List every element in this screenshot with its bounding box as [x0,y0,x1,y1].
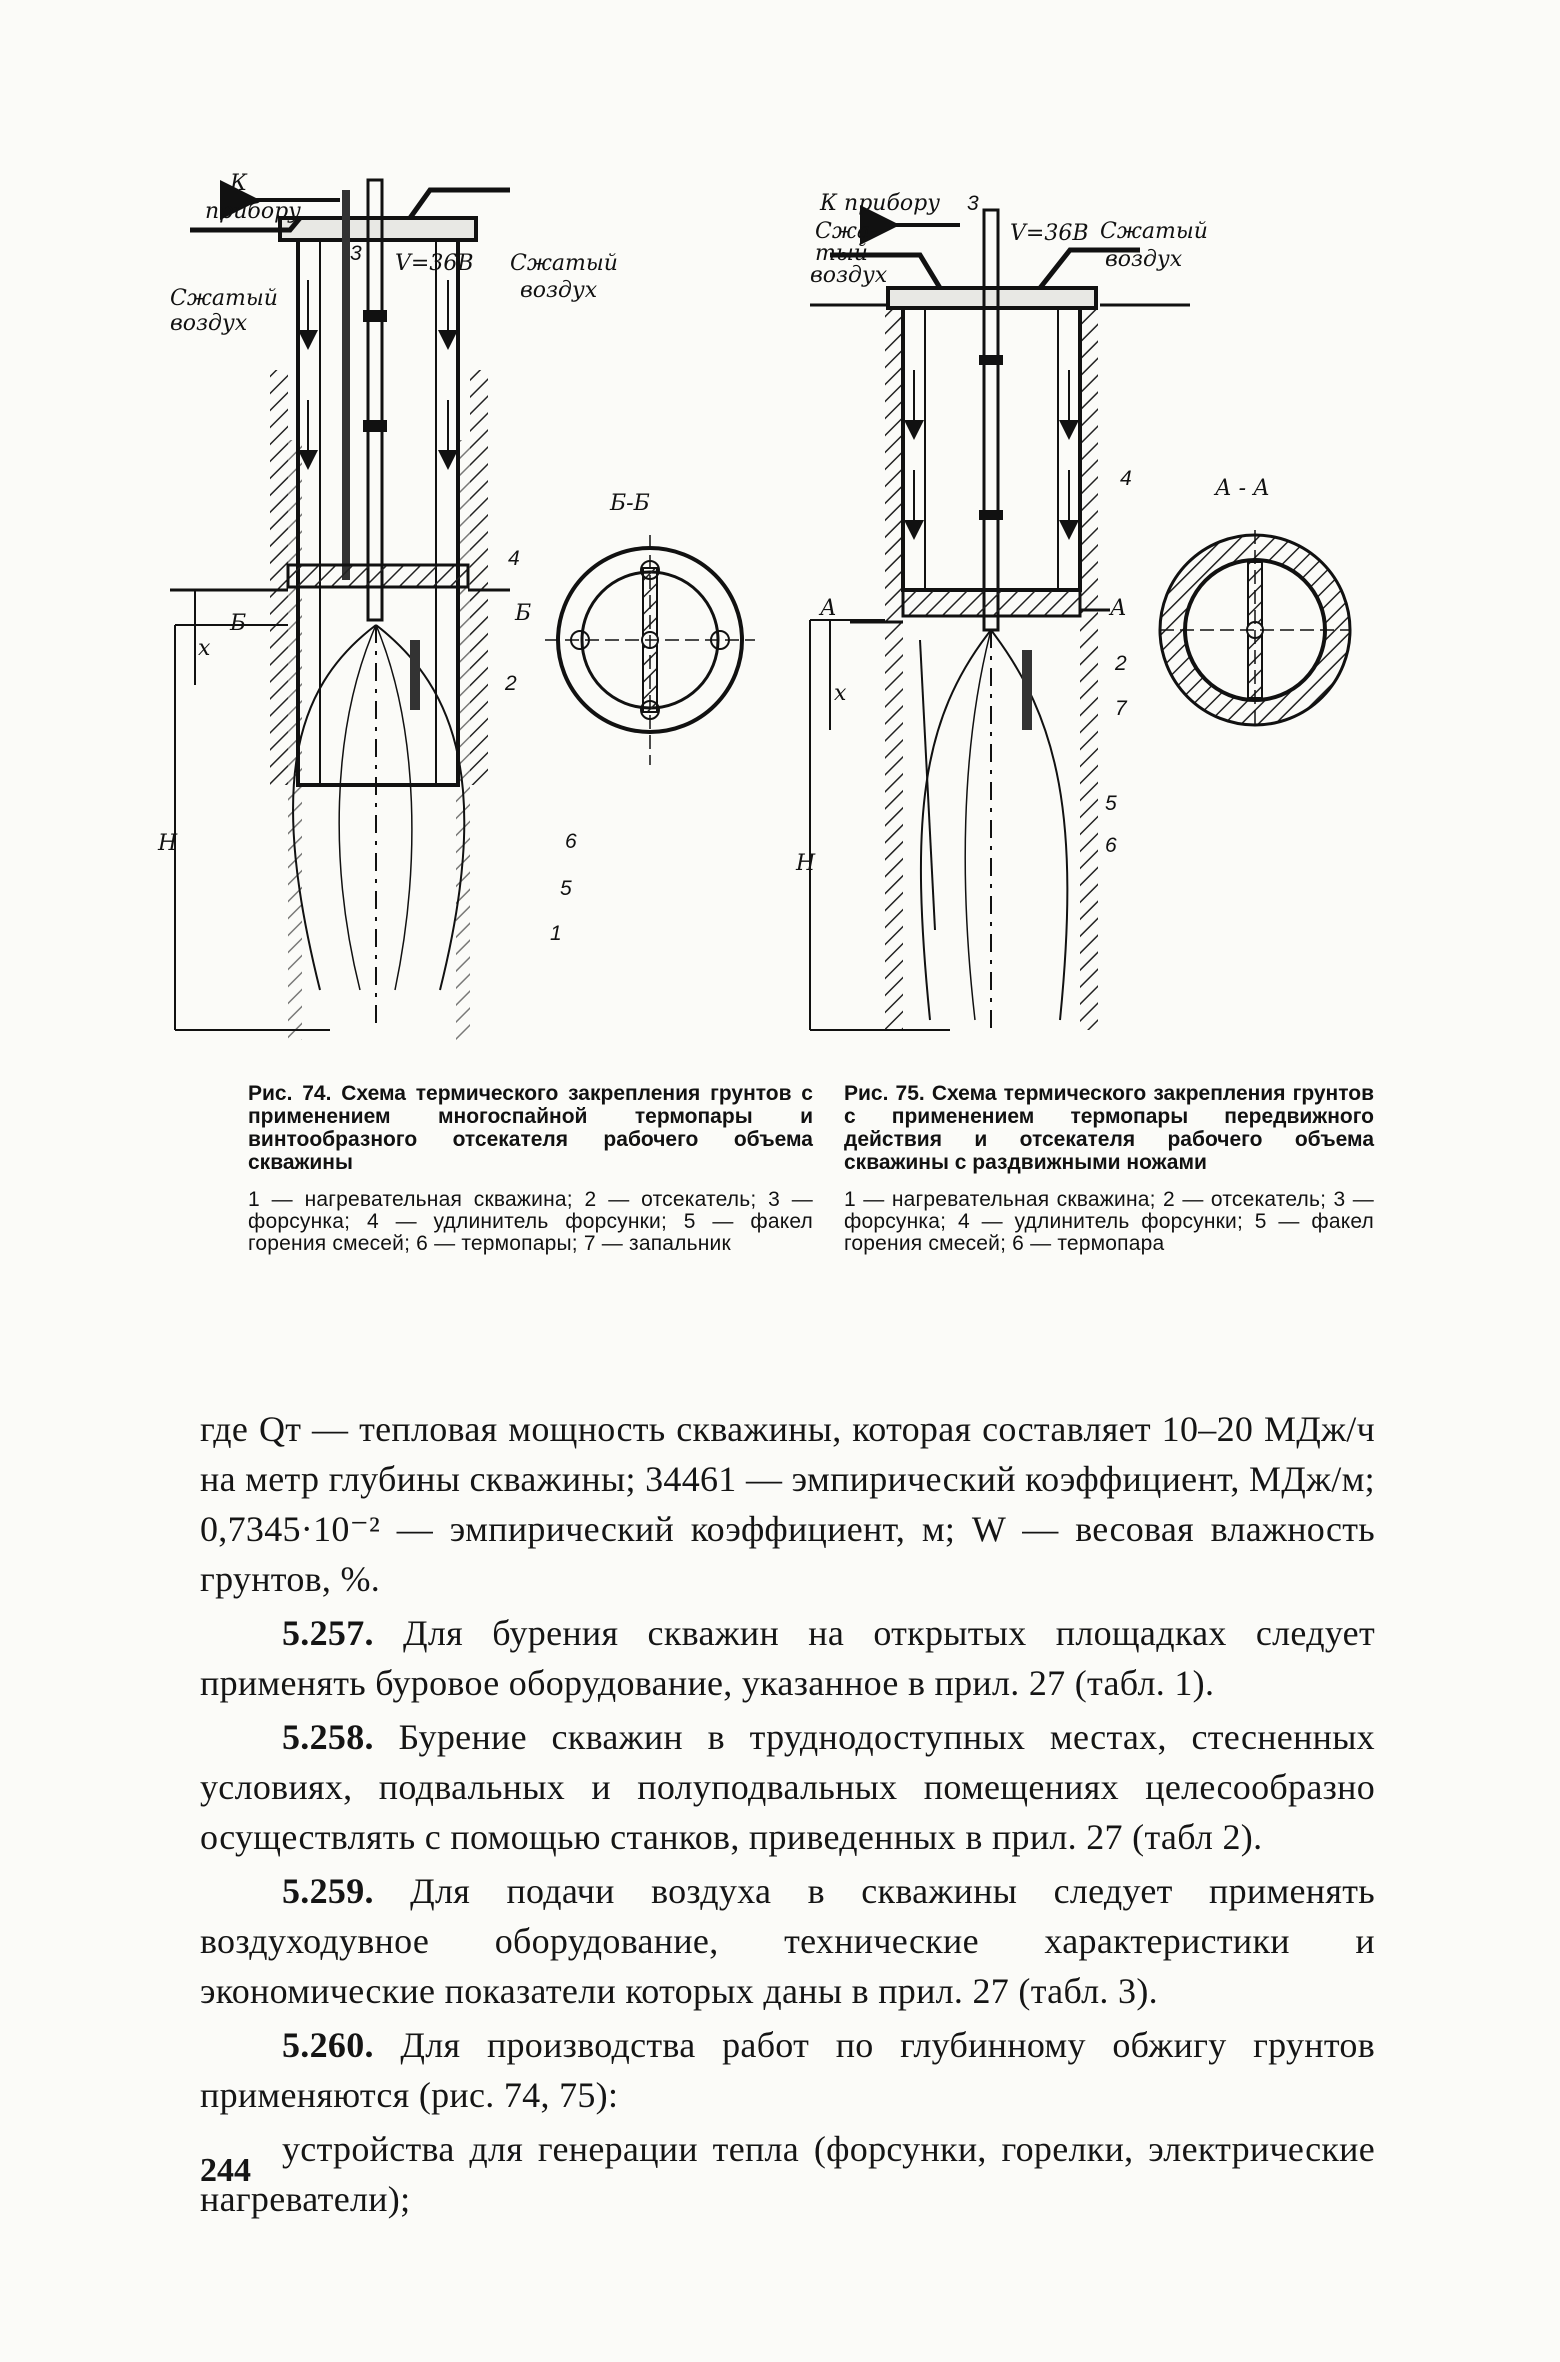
label-6: 6 [1105,834,1117,857]
clause-text-5-257: Для бурения скважин на открытых площадках следует применять буровое оборудование, указанное в прил. 27 (табл. 1). [200,1613,1375,1703]
label-7: 7 [1115,697,1127,720]
paragraph-5-258 [200,1712,1375,1862]
clause-text-5-258: Бурение скважин в труднодоступных местах, стесненных условиях, подвальных и полуподвальных помещениях целесообразно осуществлять с помощью станков, приведенных в прил. 27 (табл 2). [200,1717,1375,1857]
label-compressed-air-left-1: Сжа- [815,219,878,244]
label-section-bb: Б-Б [610,491,650,516]
label-k-priboru: К прибору [820,191,940,216]
label-4: 4 [1120,467,1132,490]
caption-74-title: Рис. 74. Схема термического закрепления грунтов с применением многоспайной термопары и винтообразного отсекателя рабочего объема скважины [248,1082,813,1174]
separator [288,565,468,587]
label-a-right: А [1110,596,1127,621]
label-h: H [158,831,178,856]
soil-hatch-right [470,370,488,785]
figure-74 [158,170,790,1050]
clause-number-5-259: 5.259. [282,1871,374,1911]
label-x: x [198,636,211,661]
label-compressed-air-left-1: Сжатый [170,286,278,311]
paragraph-5-259 [200,1866,1375,2016]
label-k: К [230,171,248,196]
label-compressed-air-right-2: воздух [1105,247,1183,272]
label-b-right: Б [515,601,532,626]
clause-number-5-257: 5.257. [282,1613,374,1653]
label-compressed-air-left-2: воздух [170,311,248,336]
soil-hatch-right [1080,310,1098,1030]
clause-text-5-259: Для подачи воздуха в скважины следует применять воздуходувное оборудование, технические характеристики и экономические показатели которых даны в прил. 27 (табл. 3). [200,1871,1375,2011]
label-compressed-air-left-2: тый [815,241,868,266]
label-section-aa: А - А [1215,476,1270,501]
caption-75-title: Рис. 75. Схема термического закрепления грунтов с применением термопары передвижного действия и отсекателя рабочего объема скважины с раздвижными ножами [844,1082,1374,1174]
head-cap [280,218,476,240]
paragraph-formula-explanation: где Qт — тепловая мощность скважины, которая составляет 10–20 МДж/ч на метр глубины скважины; 34461 — эмпирический коэффициент, МДж/м; 0,7345·10⁻² — эмпирический коэффициент, м; W — весовая влажность грунтов, %. [200,1409,1375,1599]
label-x: x [834,681,847,706]
soil-hatch-left [885,310,903,1030]
label-priboru: прибору [205,199,301,224]
flame-outline-right [376,625,464,990]
caption-figure-74 [248,1082,813,1255]
label-compressed-air-right-1: Сжатый [1100,219,1208,244]
label-compressed-air-right-1: Сжатый [510,251,618,276]
label-6: 6 [565,830,577,853]
casing-tube [903,300,1080,590]
clause-number-5-258: 5.258. [282,1717,374,1757]
paragraph-5-257 [200,1608,1375,1708]
caption-figure-75 [844,1082,1374,1255]
label-2: 2 [505,672,517,695]
label-h: H [796,851,816,876]
label-3: 3 [967,192,979,215]
burner-pipe [984,210,998,630]
paragraph-5-260 [200,2020,1375,2120]
label-2: 2 [1115,652,1127,675]
igniter [410,640,420,710]
soil-hatch-left [270,370,288,785]
label-compressed-air-left-3: воздух [810,263,888,288]
caption-75-legend: 1 — нагревательная скважина; 2 — отсекатель; 3 — форсунка; 4 — удлинитель форсунки; 5 — факел горения смесей; 6 — термопара [844,1188,1374,1255]
body-text [200,1404,1375,2224]
label-voltage: V=36В [1010,221,1089,246]
label-3: 3 [350,242,362,265]
burner-pipe [368,180,382,620]
label-voltage: V=36В [395,251,474,276]
label-1: 1 [550,922,562,945]
head-cap [888,288,1096,308]
clause-text-5-260: Для производства работ по глубинному обжигу грунтов применяются (рис. 74, 75): [200,2025,1375,2115]
figure-75 [796,170,1370,1050]
page-number: 244 [200,2152,251,2189]
clause-number-5-260: 5.260. [282,2025,374,2065]
label-compressed-air-right-2: воздух [520,278,598,303]
flame-outline-left [293,625,376,990]
label-5: 5 [560,877,572,900]
caption-74-legend: 1 — нагревательная скважина; 2 — отсекатель; 3 — форсунка; 4 — удлинитель форсунки; 5 — факел горения смесей; 6 — термопары; 7 — запальник [248,1188,813,1255]
label-b-left: Б [230,611,247,636]
paragraph-heat-devices: устройства для генерации тепла (форсунки, горелки, электрические нагреватели); [200,2129,1375,2219]
separator [903,590,1080,616]
label-5: 5 [1105,792,1117,815]
label-a-left: А [820,596,837,621]
label-4: 4 [508,547,520,570]
